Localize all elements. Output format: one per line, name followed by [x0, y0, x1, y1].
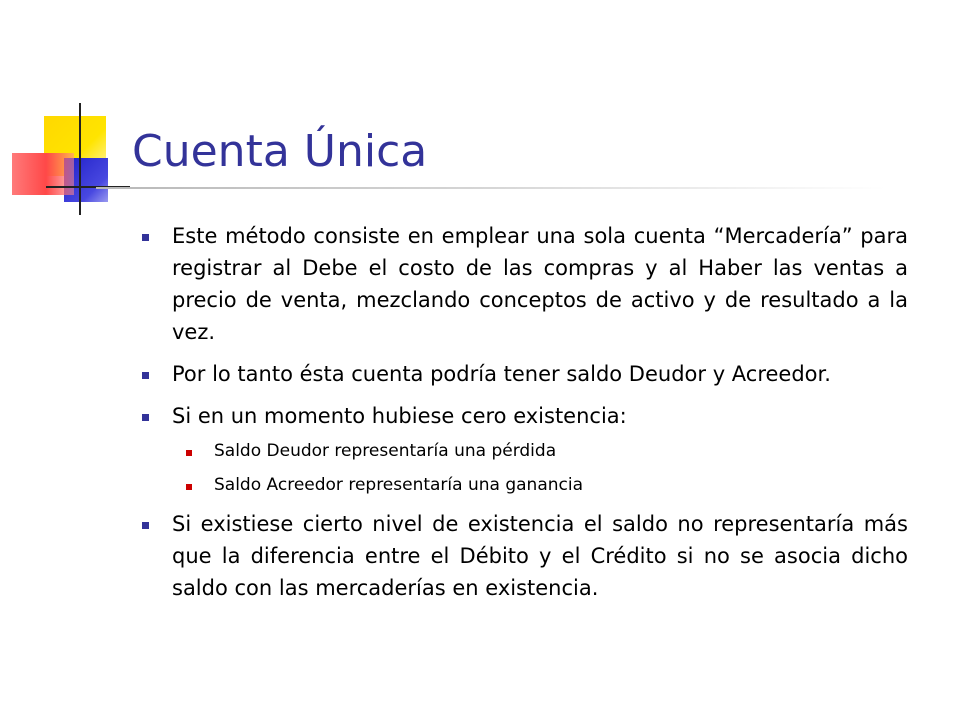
bullet-item — [132, 220, 908, 348]
bullet-text: Por lo tanto ésta cuenta podría tener saldo Deudor y Acreedor. — [172, 362, 831, 386]
slide-title: Cuenta Única — [132, 126, 428, 177]
square-bullet-icon — [142, 414, 149, 421]
red-rectangle-shape — [12, 153, 74, 195]
square-bullet-icon — [142, 234, 149, 241]
slide-body — [132, 220, 908, 614]
bullet-text: Este método consiste en emplear una sola cuenta “Mercadería” para registrar al Debe el costo de las compras y al Haber las ventas a precio de venta, mezclando conceptos de activo y de resultado a la vez. — [172, 224, 908, 344]
square-bullet-icon — [142, 372, 149, 379]
bullet-item — [132, 400, 908, 432]
square-bullet-icon — [142, 522, 149, 529]
square-bullet-icon — [186, 484, 192, 490]
title-underline — [96, 187, 886, 189]
vertical-line — [79, 103, 81, 215]
decorative-corner-graphic — [0, 0, 140, 230]
bullet-text: Si existiese cierto nivel de existencia el saldo no representaría más que la diferencia entre el Débito y el Crédito si no se asocia dicho saldo con las mercaderías en existencia. — [172, 512, 908, 600]
bullet-item — [132, 358, 908, 390]
sub-bullet-text: Saldo Deudor representaría una pérdida — [214, 441, 557, 461]
square-bullet-icon — [186, 450, 192, 456]
sub-bullet-item — [132, 472, 908, 498]
bullet-item — [132, 508, 908, 604]
sub-bullet-item — [132, 438, 908, 464]
sub-bullet-text: Saldo Acreedor representaría una ganancia — [214, 475, 584, 495]
bullet-text: Si en un momento hubiese cero existencia: — [172, 404, 627, 428]
